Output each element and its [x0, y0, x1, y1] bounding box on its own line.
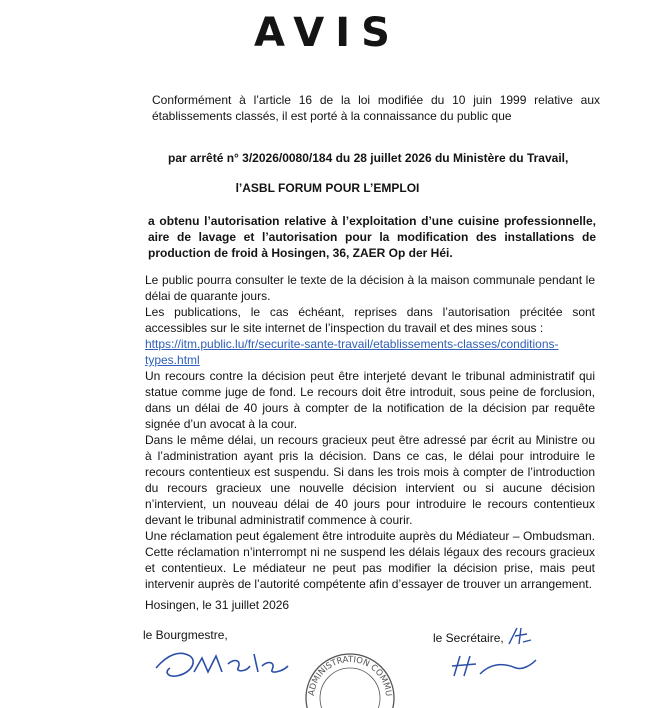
applicant-name: l’ASBL FORUM POUR L’EMPLOI [235, 181, 420, 195]
bourgmestre-signature [150, 642, 310, 682]
mediateur-paragraph: Une réclamation peut également être introduite auprès du Médiateur – Ombudsman. Cette réclamation n’interrompt ni ne suspend les délais légaux des recours gracieux et contentieux. Le médiateur ne peut pas modifier la décision prise, mais peut intervenir auprès de l’autorité compétente afin d’essayer de trouver un arrangement. [145, 529, 595, 591]
official-stamp [296, 641, 400, 708]
secretaire-initials [505, 624, 535, 648]
secretaire-label: le Secrétaire, [433, 631, 504, 645]
intro-paragraph: Conformément à l’article 16 de la loi modifiée du 10 juin 1999 relative aux établissements classés, il est porté à la connaissance du public que [152, 93, 600, 123]
publications-paragraph: Les publications, le cas échéant, reprises dans l’autorisation précitée sont accessibles sur le site internet de l’inspection du travail et des mines sous : [145, 305, 595, 335]
notice-title: AVIS [254, 10, 401, 56]
notice-body [145, 272, 595, 592]
arrete-reference: par arrêté n° 3/2026/0080/184 du 28 juillet 2026 du Ministère du Travail, [168, 151, 569, 165]
authorization-paragraph: a obtenu l’autorisation relative à l’exploitation d’une cuisine professionnelle, aire de lavage et l’autorisation pour la modification des installations de production de froid à Hosingen, 36, ZAER Op der Héi. [148, 214, 596, 260]
stamp-text: ADMINISTRATION COMMUNALE [296, 641, 394, 697]
consult-paragraph: Le public pourra consulter le texte de la décision à la maison communale pendant le délai de quarante jours. [145, 273, 595, 303]
bourgmestre-label: le Bourgmestre, [143, 628, 228, 642]
itm-link[interactable]: https://itm.public.lu/fr/securite-sante-travail/etablissements-classes/conditions-types.html [145, 337, 559, 367]
place-and-date: Hosingen, le 31 juillet 2026 [145, 598, 290, 612]
secretaire-signature [450, 650, 540, 680]
recours-paragraph: Un recours contre la décision peut être interjeté devant le tribunal administratif qui statue comme juge de fond. Le recours doit être introduit, sous peine de forclusion, dans un délai de 40 jours à compter de la notification de la décision par requête signée d’un avocat à la cour. [145, 369, 595, 431]
recours-gracieux-paragraph: Dans le même délai, un recours gracieux peut être adressé par écrit au Ministre ou à l’administration ayant pris la décision. Dans ce cas, le délai pour introduire le recours contentieux est suspendu. Si dans les trois mois à compter de l’introduction du recours gracieux une nouvelle décision intervient ou si aucune décision n’intervient, un nouveau délai de 40 jours pour introduire le recours contentieux devant le tribunal administratif commence à courir. [145, 433, 595, 527]
